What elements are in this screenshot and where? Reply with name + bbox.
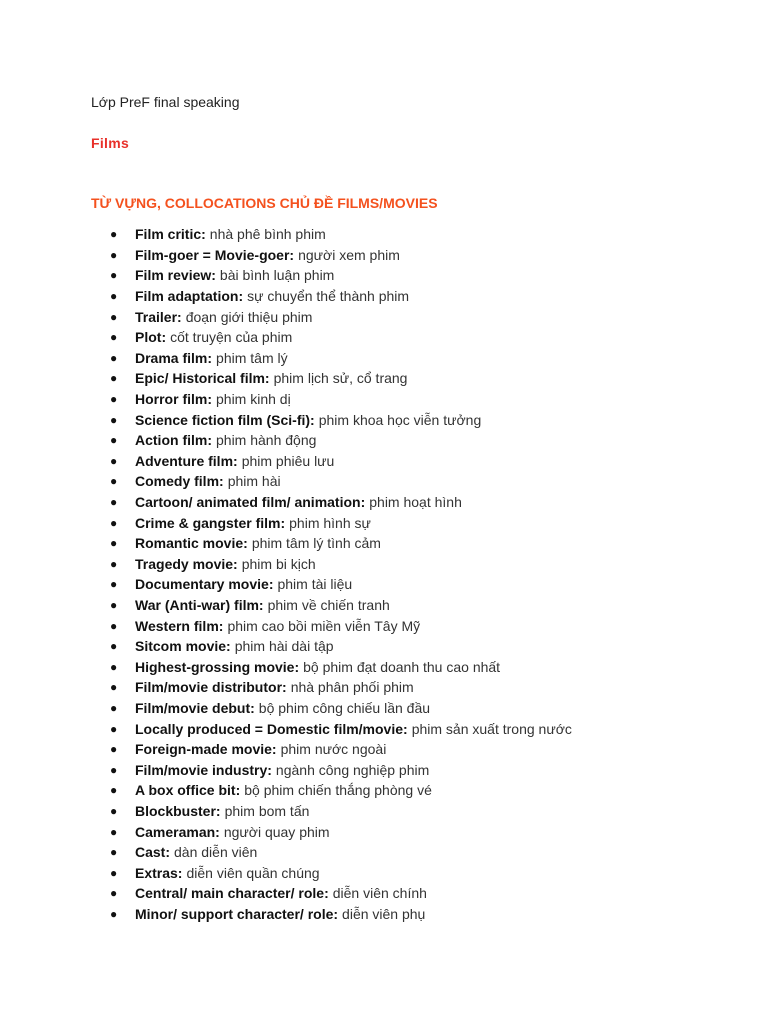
bullet-icon: ● bbox=[110, 597, 118, 612]
vocab-term: Foreign-made movie: bbox=[135, 741, 277, 758]
bullet-icon: ● bbox=[110, 433, 118, 448]
vocab-item bbox=[110, 677, 572, 698]
vocab-meaning: phim nước ngoài bbox=[280, 741, 387, 758]
vocab-term: Cartoon/ animated film/ animation: bbox=[135, 494, 366, 511]
vocab-meaning: phim lịch sử, cổ trang bbox=[273, 370, 408, 387]
vocab-term: Central/ main character/ role: bbox=[135, 885, 329, 902]
vocab-term: Film/movie debut: bbox=[135, 699, 255, 716]
vocab-meaning: đoạn giới thiệu phim bbox=[185, 308, 313, 325]
vocab-meaning: phim phiêu lưu bbox=[241, 452, 335, 469]
vocab-item bbox=[110, 306, 572, 327]
vocab-item bbox=[110, 512, 572, 533]
bullet-icon: ● bbox=[110, 392, 118, 407]
vocab-meaning: phim bi kịch bbox=[241, 555, 316, 572]
vocab-item bbox=[110, 286, 572, 307]
vocab-term: Highest-grossing movie: bbox=[135, 658, 300, 675]
vocab-meaning: phim hành động bbox=[216, 432, 317, 449]
bullet-icon: ● bbox=[110, 268, 118, 283]
vocab-item bbox=[110, 801, 572, 822]
vocab-term: A box office bit: bbox=[135, 782, 241, 799]
bullet-icon: ● bbox=[110, 659, 118, 674]
bullet-icon: ● bbox=[110, 474, 118, 489]
vocab-item bbox=[110, 883, 572, 904]
vocab-item bbox=[110, 739, 572, 760]
vocab-term: War (Anti-war) film: bbox=[135, 596, 264, 613]
bullet-icon: ● bbox=[110, 906, 118, 921]
vocab-meaning: phim hài bbox=[227, 473, 281, 490]
vocab-meaning: phim hoạt hình bbox=[369, 494, 462, 511]
vocab-meaning: bộ phim công chiếu lần đầu bbox=[258, 699, 431, 716]
bullet-icon: ● bbox=[110, 639, 118, 654]
vocab-meaning: diễn viên phụ bbox=[342, 905, 426, 922]
vocab-item bbox=[110, 368, 572, 389]
vocab-meaning: nhà phân phối phim bbox=[290, 679, 414, 696]
bullet-icon: ● bbox=[110, 824, 118, 839]
vocab-meaning: phim tâm lý tình cảm bbox=[251, 535, 381, 552]
vocab-item bbox=[110, 533, 572, 554]
bullet-icon: ● bbox=[110, 289, 118, 304]
vocab-item bbox=[110, 265, 572, 286]
vocab-item bbox=[110, 327, 572, 348]
bullet-icon: ● bbox=[110, 309, 118, 324]
topic-title: Films bbox=[91, 135, 130, 151]
bullet-icon: ● bbox=[110, 453, 118, 468]
bullet-icon: ● bbox=[110, 515, 118, 530]
bullet-icon: ● bbox=[110, 700, 118, 715]
vocab-term: Film review: bbox=[135, 267, 216, 284]
vocab-term: Comedy film: bbox=[135, 473, 224, 490]
vocab-meaning: bộ phim chiến thắng phòng vé bbox=[244, 782, 432, 799]
vocab-meaning: phim hình sự bbox=[289, 514, 371, 531]
vocab-term: Horror film: bbox=[135, 391, 212, 408]
vocab-meaning: ngành công nghiệp phim bbox=[275, 761, 430, 778]
vocab-item bbox=[110, 574, 572, 595]
vocab-term: Sitcom movie: bbox=[135, 638, 231, 655]
bullet-icon: ● bbox=[110, 371, 118, 386]
vocab-item bbox=[110, 224, 572, 245]
vocab-term: Film adaptation: bbox=[135, 288, 244, 305]
vocab-term: Western film: bbox=[135, 617, 224, 634]
vocab-item bbox=[110, 862, 572, 883]
bullet-icon: ● bbox=[110, 247, 118, 262]
vocab-item bbox=[110, 430, 572, 451]
vocab-term: Film/movie industry: bbox=[135, 761, 272, 778]
vocab-term: Film critic: bbox=[135, 226, 206, 243]
vocab-meaning: phim tâm lý bbox=[216, 349, 288, 366]
bullet-icon: ● bbox=[110, 783, 118, 798]
bullet-icon: ● bbox=[110, 680, 118, 695]
vocab-term: Trailer: bbox=[135, 308, 182, 325]
vocab-meaning: phim khoa học viễn tưởng bbox=[318, 411, 482, 428]
vocab-item bbox=[110, 718, 572, 739]
bullet-icon: ● bbox=[110, 412, 118, 427]
vocab-item bbox=[110, 842, 572, 863]
vocab-heading: TỪ VỰNG, COLLOCATIONS CHỦ ĐỀ FILMS/MOVIES bbox=[91, 195, 438, 211]
bullet-icon: ● bbox=[110, 330, 118, 345]
vocab-meaning: phim sản xuất trong nước bbox=[411, 720, 572, 737]
vocab-item bbox=[110, 348, 572, 369]
vocab-item bbox=[110, 554, 572, 575]
bullet-icon: ● bbox=[110, 556, 118, 571]
vocab-item bbox=[110, 615, 572, 636]
bullet-icon: ● bbox=[110, 536, 118, 551]
vocab-term: Cameraman: bbox=[135, 823, 220, 840]
vocab-item bbox=[110, 780, 572, 801]
vocab-item bbox=[110, 698, 572, 719]
vocab-meaning: diễn viên chính bbox=[332, 885, 427, 902]
vocab-term: Cast: bbox=[135, 844, 171, 861]
vocab-meaning: phim về chiến tranh bbox=[267, 596, 390, 613]
vocab-meaning: diễn viên quần chúng bbox=[186, 864, 320, 881]
vocab-term: Crime & gangster film: bbox=[135, 514, 286, 531]
vocab-term: Blockbuster: bbox=[135, 802, 221, 819]
bullet-icon: ● bbox=[110, 865, 118, 880]
vocab-term: Plot: bbox=[135, 329, 167, 346]
bullet-icon: ● bbox=[110, 721, 118, 736]
vocab-term: Film/movie distributor: bbox=[135, 679, 287, 696]
vocab-term: Epic/ Historical film: bbox=[135, 370, 270, 387]
vocab-term: Romantic movie: bbox=[135, 535, 248, 552]
vocab-item bbox=[110, 595, 572, 616]
bullet-icon: ● bbox=[110, 886, 118, 901]
vocab-term: Action film: bbox=[135, 432, 212, 449]
vocab-item bbox=[110, 389, 572, 410]
vocab-list bbox=[110, 224, 572, 924]
vocab-meaning: phim cao bồi miền viễn Tây Mỹ bbox=[227, 617, 421, 634]
vocab-meaning: phim kinh dị bbox=[216, 391, 291, 408]
vocab-item bbox=[110, 904, 572, 925]
vocab-meaning: người xem phim bbox=[298, 246, 400, 263]
vocab-term: Science fiction film (Sci-fi): bbox=[135, 411, 315, 428]
vocab-item bbox=[110, 759, 572, 780]
vocab-meaning: nhà phê bình phim bbox=[209, 226, 326, 243]
vocab-meaning: phim tài liệu bbox=[277, 576, 353, 593]
bullet-icon: ● bbox=[110, 227, 118, 242]
vocab-term: Minor/ support character/ role: bbox=[135, 905, 339, 922]
vocab-meaning: cốt truyện của phim bbox=[170, 329, 293, 346]
bullet-icon: ● bbox=[110, 845, 118, 860]
vocab-term: Extras: bbox=[135, 864, 183, 881]
vocab-meaning: bài bình luận phim bbox=[219, 267, 335, 284]
bullet-icon: ● bbox=[110, 803, 118, 818]
vocab-term: Drama film: bbox=[135, 349, 213, 366]
bullet-icon: ● bbox=[110, 742, 118, 757]
bullet-icon: ● bbox=[110, 762, 118, 777]
vocab-meaning: người quay phim bbox=[223, 823, 330, 840]
bullet-icon: ● bbox=[110, 618, 118, 633]
vocab-item bbox=[110, 245, 572, 266]
vocab-item bbox=[110, 409, 572, 430]
class-title: Lớp PreF final speaking bbox=[91, 94, 240, 110]
vocab-item bbox=[110, 821, 572, 842]
vocab-meaning: phim bom tấn bbox=[224, 802, 310, 819]
vocab-meaning: sự chuyển thể thành phim bbox=[247, 288, 410, 305]
vocab-term: Film-goer = Movie-goer: bbox=[135, 246, 295, 263]
vocab-item bbox=[110, 492, 572, 513]
vocab-item bbox=[110, 636, 572, 657]
vocab-item bbox=[110, 471, 572, 492]
vocab-term: Adventure film: bbox=[135, 452, 238, 469]
vocab-item bbox=[110, 451, 572, 472]
vocab-item bbox=[110, 656, 572, 677]
bullet-icon: ● bbox=[110, 350, 118, 365]
vocab-meaning: dàn diễn viên bbox=[174, 844, 258, 861]
vocab-meaning: bộ phim đạt doanh thu cao nhất bbox=[303, 658, 501, 675]
bullet-icon: ● bbox=[110, 495, 118, 510]
vocab-meaning: phim hài dài tập bbox=[234, 638, 334, 655]
vocab-term: Locally produced = Domestic film/movie: bbox=[135, 720, 408, 737]
vocab-term: Tragedy movie: bbox=[135, 555, 238, 572]
bullet-icon: ● bbox=[110, 577, 118, 592]
vocab-term: Documentary movie: bbox=[135, 576, 274, 593]
